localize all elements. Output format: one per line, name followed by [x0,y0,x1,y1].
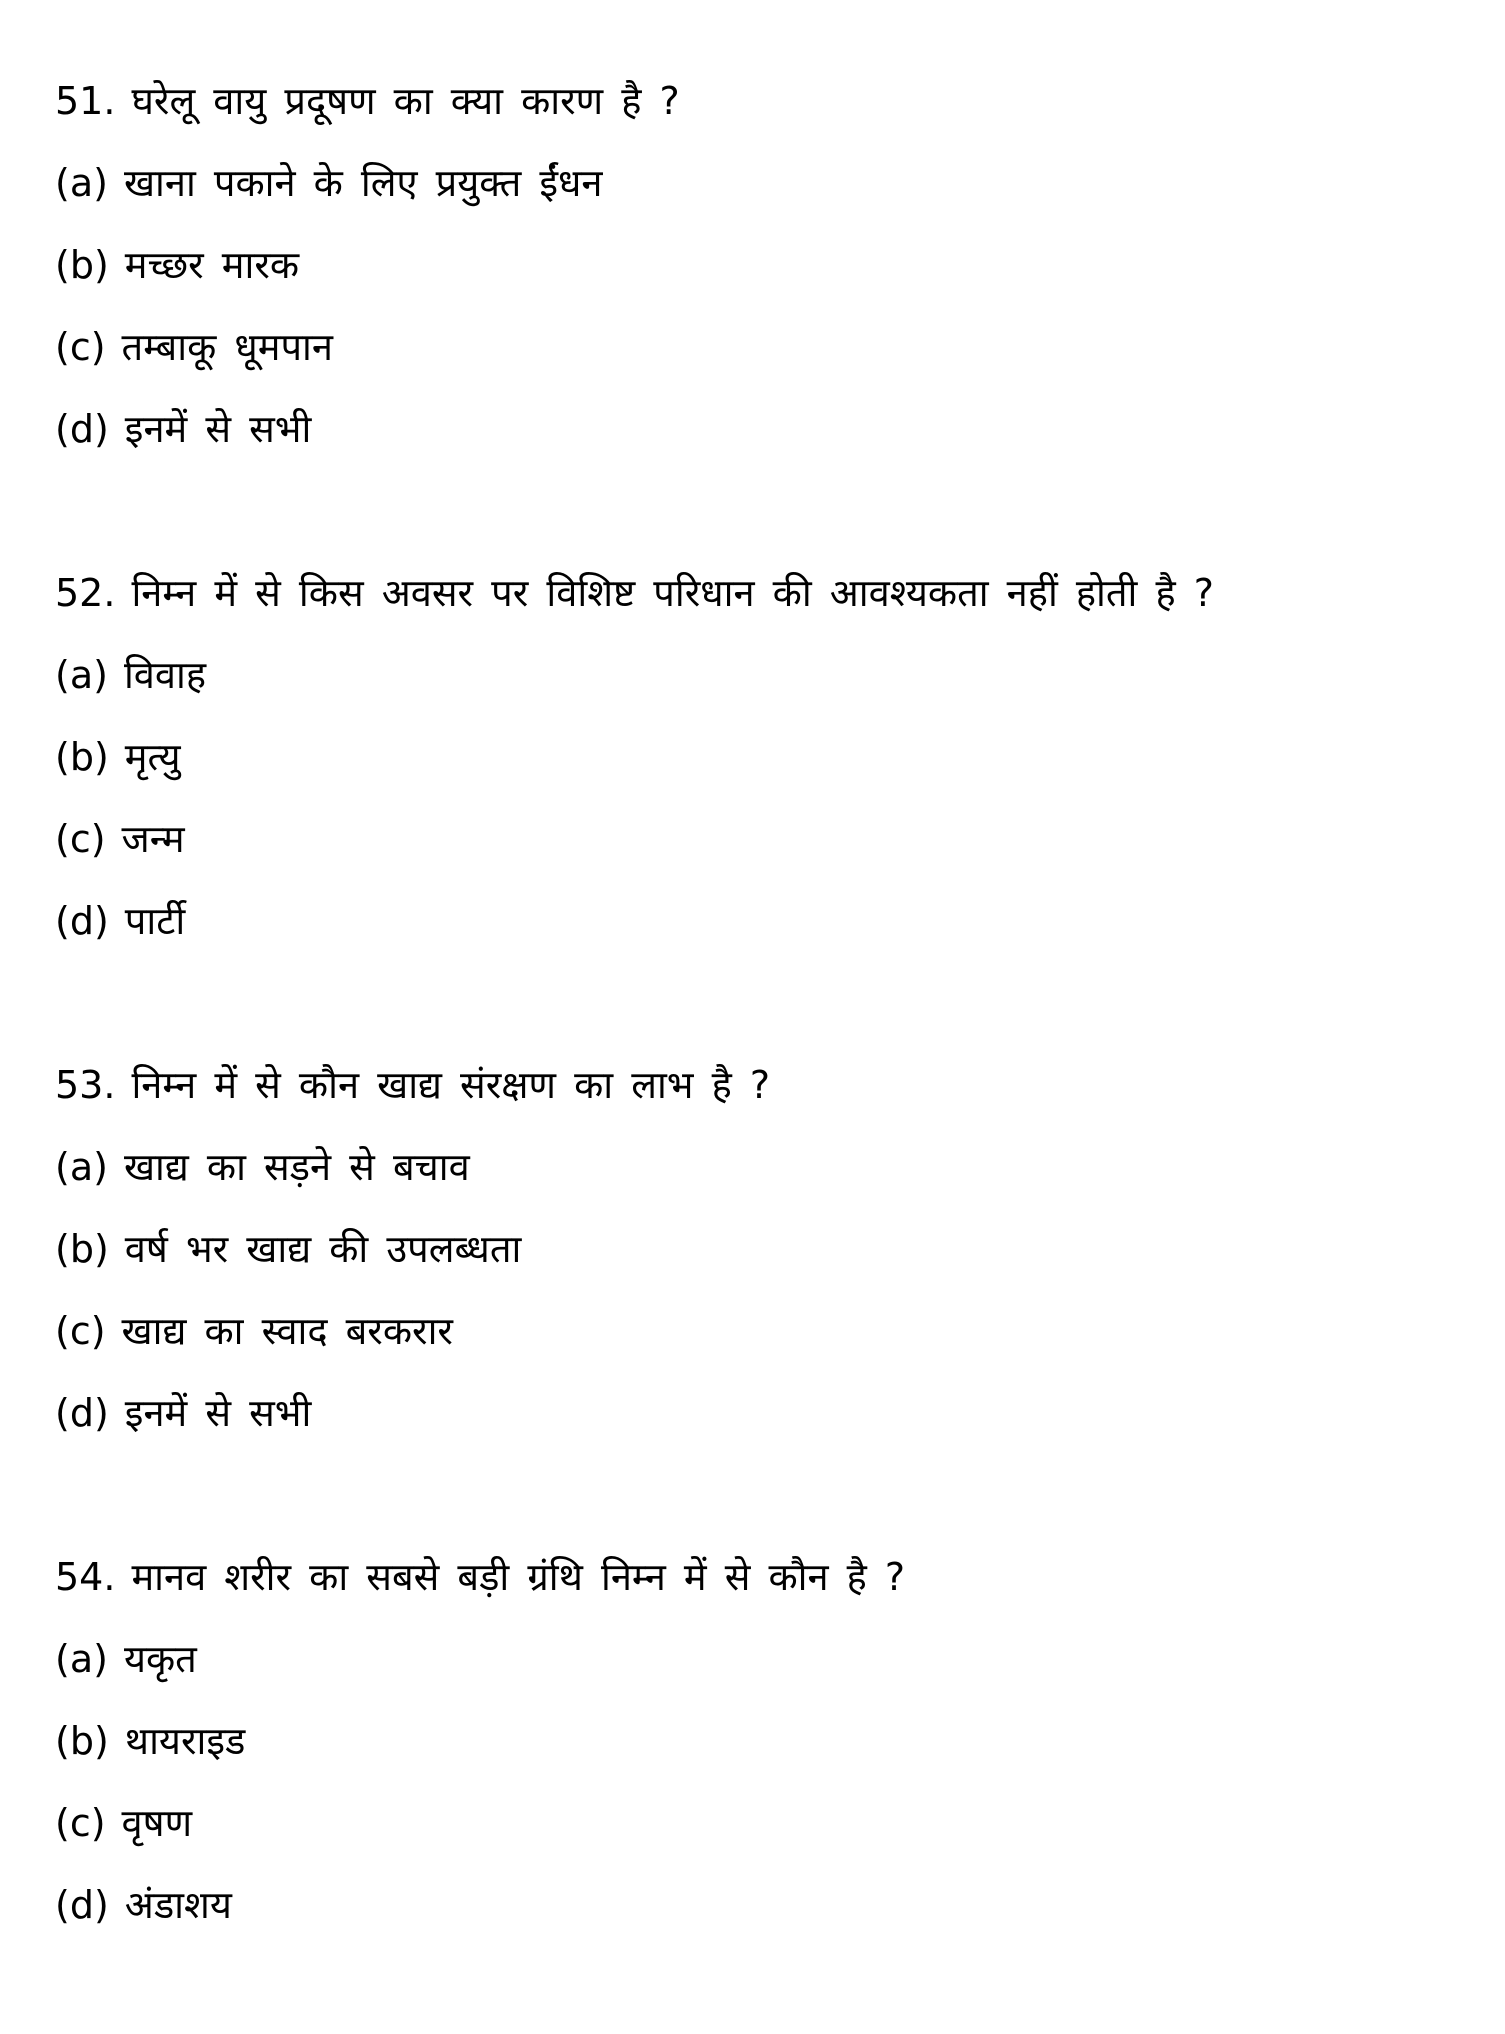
question-text: मानव शरीर का सबसे बड़ी ग्रंथि निम्न में से कौन है ? [131,1555,906,1599]
option-key: (d) [55,407,109,451]
option-c [55,306,1475,388]
question-line [55,1536,1475,1618]
option-text: वर्ष भर खाद्य की उपलब्धता [124,1227,522,1271]
option-b [55,716,1475,798]
option-key: (a) [55,653,108,697]
option-b [55,1208,1475,1290]
option-text: खाद्य का स्वाद बरकरार [121,1309,453,1353]
question-54 [55,1536,1475,1946]
option-key: (d) [55,1883,109,1927]
option-text: खाना पकाने के लिए प्रयुक्त ईंधन [123,161,603,205]
question-number: 54. [55,1555,116,1599]
question-text: निम्न में से किस अवसर पर विशिष्ट परिधान की आवश्यकता नहीं होती है ? [131,571,1214,615]
option-key: (a) [55,161,108,205]
question-52 [55,552,1475,962]
option-key: (b) [55,735,109,779]
option-b [55,224,1475,306]
option-key: (c) [55,817,106,861]
question-number: 52. [55,571,116,615]
option-key: (a) [55,1145,108,1189]
option-d [55,388,1475,470]
option-text: अंडाशय [124,1883,232,1927]
question-53 [55,1044,1475,1454]
option-key: (d) [55,899,109,943]
option-key: (b) [55,1227,109,1271]
option-b [55,1700,1475,1782]
option-c [55,1290,1475,1372]
option-text: यकृत [123,1637,197,1681]
option-text: विवाह [123,653,207,697]
option-a [55,142,1475,224]
option-d [55,1372,1475,1454]
option-text: मृत्यु [124,735,181,779]
option-text: खाद्य का सड़ने से बचाव [123,1145,470,1189]
option-text: तम्बाकू धूमपान [121,325,333,369]
question-line [55,60,1475,142]
question-number: 51. [55,79,116,123]
option-text: इनमें से सभी [124,407,312,451]
option-text: वृषण [121,1801,193,1845]
option-key: (a) [55,1637,108,1681]
option-d [55,880,1475,962]
option-a [55,1618,1475,1700]
question-line [55,1044,1475,1126]
option-key: (c) [55,1309,106,1353]
option-text: इनमें से सभी [124,1391,312,1435]
option-key: (c) [55,1801,106,1845]
option-text: जन्म [121,817,185,861]
option-a [55,1126,1475,1208]
option-a [55,634,1475,716]
option-d [55,1864,1475,1946]
option-text: मच्छर मारक [124,243,300,287]
option-text: पार्टी [124,899,186,943]
option-text: थायराइड [124,1719,246,1763]
question-text: घरेलू वायु प्रदूषण का क्या कारण है ? [131,79,680,123]
option-c [55,1782,1475,1864]
question-number: 53. [55,1063,116,1107]
option-key: (b) [55,243,109,287]
question-text: निम्न में से कौन खाद्य संरक्षण का लाभ है ? [131,1063,771,1107]
option-c [55,798,1475,880]
option-key: (d) [55,1391,109,1435]
question-51 [55,60,1475,470]
question-line [55,552,1475,634]
option-key: (c) [55,325,106,369]
option-key: (b) [55,1719,109,1763]
